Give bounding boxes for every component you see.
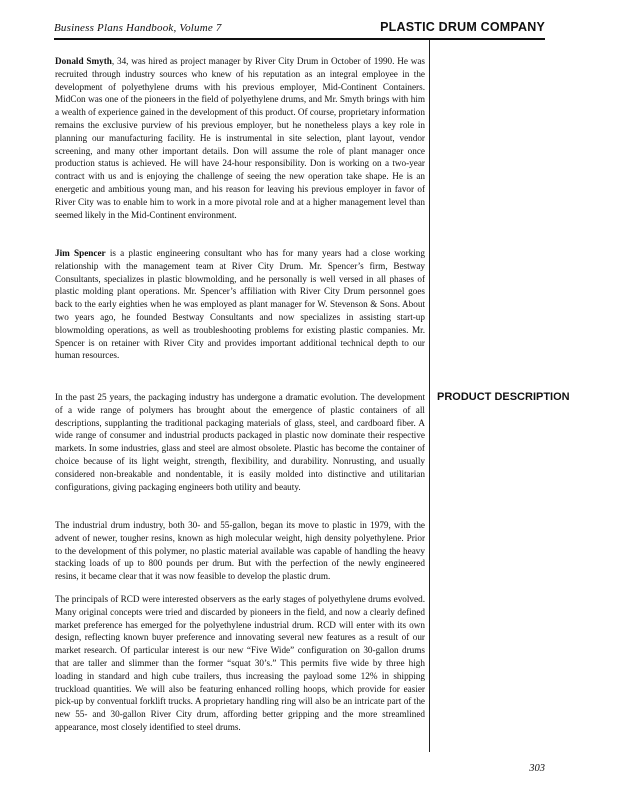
header-rule xyxy=(54,38,545,40)
product-paragraph-1 xyxy=(55,391,425,493)
product-paragraph-3 xyxy=(55,593,425,734)
person-name: Jim Spencer xyxy=(55,248,106,258)
column-divider xyxy=(429,40,430,752)
paragraph-text: In the past 25 years, the packaging industry has undergone a dramatic evolution. The development of a wide range of polymers has brought about the emergence of plastic containers of all descriptions, supplanting the traditional packaging materials of glass, steel, and cardboard fiber. A wide range of consumer and industrial products packaged in plastic now dominate their respective markets. In some industries, glass and steel are almost obsolete. Plastic has become the container of choice because of its light weight, strength, flexibility, and durability. Nonrusting, and usually considered non-breakable and nondentable, it is easily molded into distinctive and utilitarian configurations, giving packaging engineers both utility and beauty. xyxy=(55,392,425,492)
person-name: Donald Smyth xyxy=(55,56,112,66)
section-title: PLASTIC DRUM COMPANY xyxy=(380,20,545,34)
product-description-heading: PRODUCT DESCRIPTION xyxy=(437,391,570,403)
bio-donald-smyth xyxy=(55,55,425,221)
page-number: 303 xyxy=(529,763,545,774)
bio-text: is a plastic engineering consultant who has for many years had a close working relationship with the management team at River City Drum. Mr. Spencer’s firm, Bestway Consultants, specializes in plastic blowmolding, and he personally is well versed in all phases of plastic molding plant operations. Mr. Spencer’s affiliation with River City Drum personnel goes back to the early eighties when he was employed as plant manager for W. Stevenson & Sons. About two years ago, he founded Bestway Consultants and now specializes in assisting start-up blowmolding operations, as well as troubleshooting problems for existing plastic companies. Mr. Spencer is on retainer with River City and provides important additional technical depth to our human resources. xyxy=(55,248,425,361)
paragraph-text: The industrial drum industry, both 30- and 55-gallon, began its move to plastic in 1979, with the advent of newer, tougher resins, known as high molecular weight, high density polyethylene. Prior to the development of this polymer, no plastic material available was capable of handling the heavy stacking loads of up to 800 pounds per drum. But with the perfection of the newly engineered resins, it became clear that it was now feasible to develop the plastic drum. xyxy=(55,520,425,582)
paragraph-text: The principals of RCD were interested observers as the early stages of polyethylene drums evolved. Many original concepts were tried and discarded by pioneers in the field, and now a clearly defined market preference has emerged for the polyethylene industrial drum. RCD will enter with its own design, reflecting known buyer preference and innovating several new features as a result of our market research. Of particular interest is our new “Five Wide” configuration on 30-gallon drums that are taller and slimmer than the former “squat 30’s.” This permits five wide by three high loading in standard and high cube trailers, thus increasing the payload some 12% in shipping truckload quantities. We will also be featuring enhanced rolling hoops, which provide for easier pick-up by conventual forklift trucks. A proprietary handling ring will also be an intricate part of the new 55- and 30-gallon River City drum, affording better gripping and the more streamlined appearance, most closely identified to steel drums. xyxy=(55,594,425,732)
book-title: Business Plans Handbook, Volume 7 xyxy=(54,22,222,34)
bio-text: , 34, was hired as project manager by River City Drum in October of 1990. He was recruited through industry sources who knew of his reputation as an integral employee in the development of polyethylene drums with his previous employer, Mid-Continent Containers. MidCon was one of the pioneers in the field of polyethylene drums, and Mr. Smyth brings with him a wealth of experience gained in the development of this product. Of course, proprietary information remains the exclusive purview of his previous employer, but he nonetheless plays a key role in planning our manufacturing facility. He is instrumental in site selection, plant layout, vendor screening, and many other important details. Don will assume the role of plant manager once production status is achieved. He will have 24-hour responsibility. Don is working on a two-year contract with us and is enjoying the challenge of seeing the new operation take shape. He is an energetic and ambitious young man, and his reason for leaving his previous employer in favor of River City was to enable him to work in a more pivotal role and at a higher management level than seemed likely in the Mid-Continent environment. xyxy=(55,56,425,220)
product-paragraph-2 xyxy=(55,519,425,583)
bio-jim-spencer xyxy=(55,247,425,362)
page-header xyxy=(54,20,545,38)
